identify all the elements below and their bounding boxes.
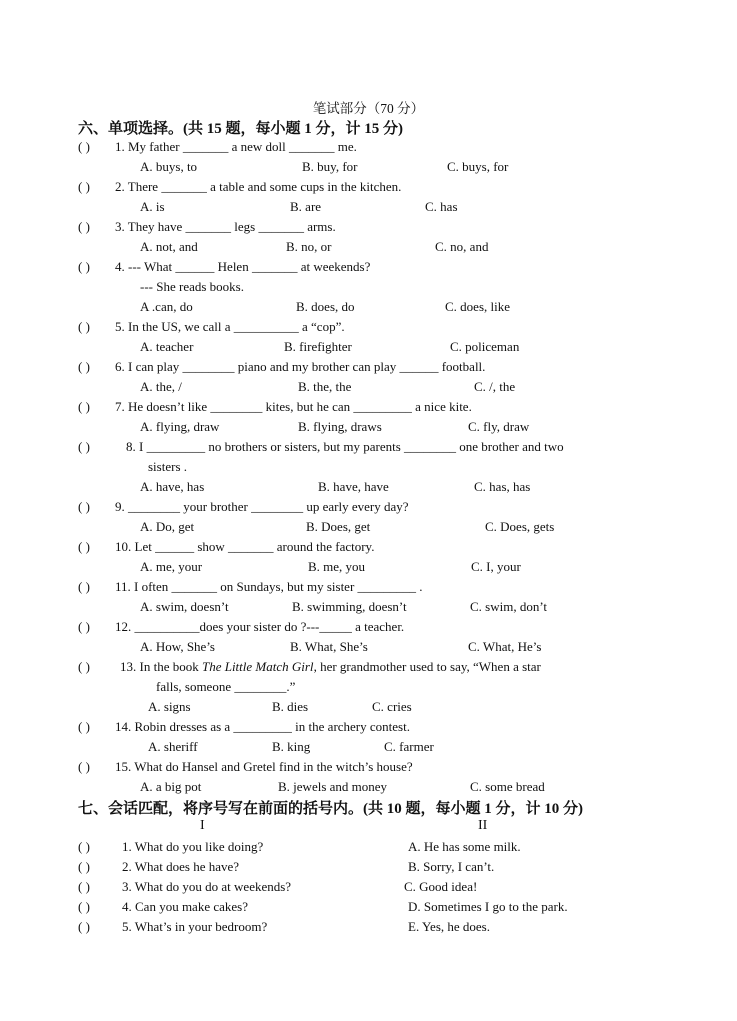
question-continuation: falls, someone ________.” — [156, 679, 296, 694]
option-a: A. Do, get — [140, 519, 195, 534]
options-row — [0, 197, 737, 217]
option-a: A. not, and — [140, 239, 198, 254]
question-text: 14. Robin dresses as a _________ in the archery contest. — [115, 719, 410, 734]
book-title: The Little Match Girl — [201, 659, 314, 674]
options-row — [0, 557, 737, 577]
answer-blank[interactable]: ( ) — [78, 859, 90, 874]
question-row — [0, 437, 737, 457]
options-row — [0, 337, 737, 357]
answer-blank[interactable]: ( ) — [78, 219, 90, 234]
question-text: 4. --- What ______ Helen _______ at weekends? — [115, 259, 371, 274]
option-b: B. buy, for — [302, 159, 358, 174]
question-text: 2. There _______ a table and some cups in the kitchen. — [115, 179, 402, 194]
question-row — [0, 177, 737, 197]
answer-blank[interactable]: ( ) — [78, 759, 90, 774]
answer-blank[interactable]: ( ) — [78, 139, 90, 154]
question-text: 8. I _________ no brothers or sisters, but my parents ________ one brother and two — [126, 439, 564, 454]
match-question: 3. What do you do at weekends? — [122, 879, 292, 894]
match-row — [0, 857, 737, 877]
match-row — [0, 877, 737, 897]
match-row — [0, 837, 737, 857]
option-c: C. buys, for — [447, 159, 509, 174]
question-row — [0, 617, 737, 637]
option-a: A. swim, doesn’t — [140, 599, 229, 614]
option-b: B. flying, draws — [298, 419, 382, 434]
options-row — [0, 297, 737, 317]
match-question: 4. Can you make cakes? — [122, 899, 248, 914]
match-answer: E. Yes, he does. — [408, 919, 490, 934]
options-row — [0, 377, 737, 397]
option-a: A. have, has — [140, 479, 205, 494]
option-a: A .can, do — [140, 299, 193, 314]
question-row — [0, 257, 737, 277]
option-c: C. farmer — [384, 739, 434, 754]
match-row — [0, 897, 737, 917]
question-text: 5. In the US, we call a __________ a “cop”. — [115, 319, 345, 334]
option-c: C. some bread — [470, 779, 545, 794]
answer-blank[interactable]: ( ) — [78, 919, 90, 934]
question-row — [0, 137, 737, 157]
section-six-heading: 六、单项选择。(共 15 题，每小题 1 分，计 15 分) — [78, 121, 403, 137]
option-c: C. has — [425, 199, 458, 214]
match-answer: C. Good idea! — [404, 879, 478, 894]
question-text: 6. I can play ________ piano and my brother can play ______ football. — [115, 359, 486, 374]
option-b: B. firefighter — [284, 339, 352, 354]
answer-blank[interactable]: ( ) — [78, 839, 90, 854]
question-text: 11. I often _______ on Sundays, but my sister _________ . — [115, 579, 423, 594]
option-a: A. sheriff — [148, 739, 198, 754]
answer-blank[interactable]: ( ) — [78, 879, 90, 894]
section-seven-heading: 七、会话匹配，将序号写在前面的括号内。(共 10 题，每小题 1 分，计 10 分) — [78, 801, 583, 817]
answer-blank[interactable]: ( ) — [78, 619, 90, 634]
option-b: B. jewels and money — [278, 779, 388, 794]
match-question: 2. What does he have? — [122, 859, 240, 874]
option-a: A. buys, to — [140, 159, 198, 174]
option-b: B. What, She’s — [290, 639, 368, 654]
option-c: C. swim, don’t — [470, 599, 548, 614]
match-answer: D. Sometimes I go to the park. — [408, 899, 568, 914]
answer-blank[interactable]: ( ) — [78, 259, 90, 274]
question-row — [0, 217, 737, 237]
answer-blank[interactable]: ( ) — [78, 499, 90, 514]
option-a: A. signs — [148, 699, 191, 714]
column-two-header: II — [478, 818, 488, 833]
option-b: B. are — [290, 199, 322, 214]
question-row — [0, 317, 737, 337]
option-b: B. me, you — [308, 559, 366, 574]
answer-blank[interactable]: ( ) — [78, 399, 90, 414]
column-one-header: I — [200, 818, 205, 833]
question-text: 7. He doesn’t like ________ kites, but he can _________ a nice kite. — [115, 399, 472, 414]
option-a: A. a big pot — [140, 779, 202, 794]
option-c: C. does, like — [445, 299, 510, 314]
option-c: C. policeman — [450, 339, 520, 354]
options-row — [0, 157, 737, 177]
question-continuation: --- She reads books. — [140, 279, 244, 294]
option-b: B. swimming, doesn’t — [292, 599, 407, 614]
options-row — [0, 737, 737, 757]
option-b: B. king — [272, 739, 311, 754]
option-a: A. me, your — [140, 559, 203, 574]
question-row — [0, 397, 737, 417]
option-b: B. dies — [272, 699, 309, 714]
options-row — [0, 477, 737, 497]
question-text: 15. What do Hansel and Gretel find in the witch’s house? — [115, 759, 413, 774]
question-row — [0, 537, 737, 557]
question-text: 10. Let ______ show _______ around the factory. — [115, 539, 375, 554]
match-answer: B. Sorry, I can’t. — [408, 859, 495, 874]
question-text: 12. __________does your sister do ?---_____ a teacher. — [115, 619, 405, 634]
question-text: 1. My father _______ a new doll _______ me. — [115, 139, 357, 154]
question-continuation: sisters . — [148, 459, 187, 474]
question-row — [0, 497, 737, 517]
option-c: C. cries — [372, 699, 412, 714]
answer-blank[interactable]: ( ) — [78, 359, 90, 374]
option-c: C. Does, gets — [485, 519, 555, 534]
answer-blank[interactable]: ( ) — [78, 319, 90, 334]
options-row — [0, 517, 737, 537]
options-row — [0, 417, 737, 437]
match-question: 5. What’s in your bedroom? — [122, 919, 268, 934]
question-text: 9. ________ your brother ________ up early every day? — [115, 499, 409, 514]
answer-blank[interactable]: ( ) — [78, 539, 90, 554]
option-c: C. /, the — [474, 379, 516, 394]
option-b: B. no, or — [286, 239, 332, 254]
question-text: 13. In the book The Little Match Girl, her grandmother used to say, “When a star — [120, 659, 541, 674]
answer-blank[interactable]: ( ) — [78, 719, 90, 734]
question-row — [0, 577, 737, 597]
answer-blank[interactable]: ( ) — [78, 899, 90, 914]
answer-blank[interactable]: ( ) — [78, 659, 90, 674]
answer-blank[interactable]: ( ) — [78, 579, 90, 594]
match-row — [0, 917, 737, 937]
option-c: C. fly, draw — [468, 419, 530, 434]
option-a: A. the, / — [140, 379, 182, 394]
option-b: B. the, the — [298, 379, 352, 394]
option-a: A. is — [140, 199, 165, 214]
option-c: C. has, has — [474, 479, 531, 494]
options-row — [0, 597, 737, 617]
page-title: 笔试部分（70 分） — [312, 101, 425, 116]
question-row — [0, 717, 737, 737]
option-c: C. What, He’s — [468, 639, 542, 654]
options-row — [0, 697, 737, 717]
answer-blank[interactable]: ( ) — [78, 179, 90, 194]
options-row — [0, 237, 737, 257]
option-b: B. does, do — [296, 299, 355, 314]
options-row — [0, 777, 737, 797]
option-b: B. Does, get — [306, 519, 371, 534]
match-answer: A. He has some milk. — [408, 839, 521, 854]
answer-blank[interactable]: ( ) — [78, 439, 90, 454]
option-a: A. teacher — [140, 339, 194, 354]
option-c: C. no, and — [435, 239, 489, 254]
question-row — [0, 757, 737, 777]
option-c: C. I, your — [471, 559, 521, 574]
option-a: A. How, She’s — [140, 639, 215, 654]
question-row — [0, 357, 737, 377]
option-a: A. flying, draw — [140, 419, 220, 434]
option-b: B. have, have — [318, 479, 389, 494]
question-text: 3. They have _______ legs _______ arms. — [115, 219, 336, 234]
match-question: 1. What do you like doing? — [122, 839, 264, 854]
options-row — [0, 637, 737, 657]
question-row — [0, 657, 737, 677]
